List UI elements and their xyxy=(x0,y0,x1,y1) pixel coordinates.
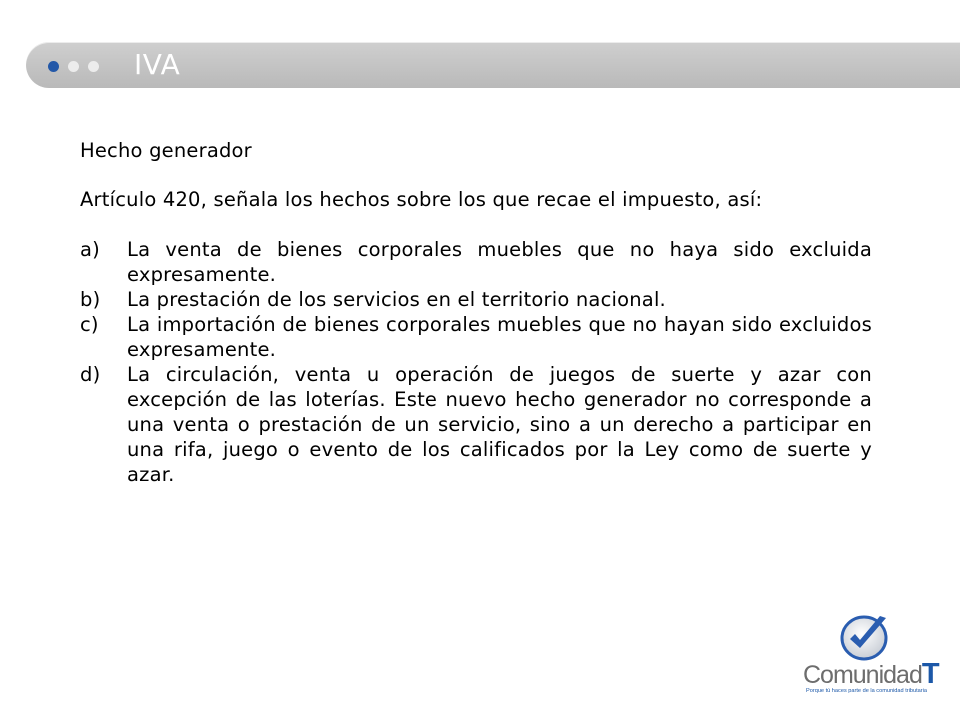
section-heading: Hecho generador xyxy=(80,139,252,162)
list-item xyxy=(80,362,872,487)
logo-wordmark xyxy=(803,658,939,691)
list-marker: b) xyxy=(80,288,101,311)
intro-paragraph: Artículo 420, señala los hechos sobre los que recae el impuesto, así: xyxy=(80,188,763,211)
list-item-text: La venta de bienes corporales muebles que no haya sido excluida expresamente. xyxy=(127,238,872,286)
comunidadt-logo xyxy=(800,612,940,702)
slide-title: IVA xyxy=(134,48,181,81)
dot-icon xyxy=(48,61,59,72)
list-item xyxy=(80,287,872,312)
title-bar xyxy=(26,42,960,88)
checkmark-circle-icon xyxy=(800,612,940,662)
list-item xyxy=(80,237,872,287)
logo-tagline: Porque tú haces parte de la comunidad tributaria xyxy=(806,688,927,694)
list-marker: d) xyxy=(80,363,101,386)
list-item xyxy=(80,312,872,362)
list-item-text: La importación de bienes corporales muebles que no hayan sido excluidos expresamente. xyxy=(127,313,872,361)
dot-icon xyxy=(88,61,99,72)
list-item-text: La circulación, venta u operación de juegos de suerte y azar con excepción de las loterías. Este nuevo hecho generador no corresponde a una venta o prestación de un servicio, sino a un derecho a participar en una rifa, juego o evento de los calificados por la Ley como de suerte y azar. xyxy=(127,363,872,486)
list-marker: c) xyxy=(80,313,99,336)
logo-name-accent: T xyxy=(921,658,939,690)
dot-icon xyxy=(68,61,79,72)
logo-name: Comunidad xyxy=(803,661,922,689)
list-marker: a) xyxy=(80,238,100,261)
list-item-text: La prestación de los servicios en el territorio nacional. xyxy=(127,288,666,311)
slide-content xyxy=(80,138,872,487)
item-list xyxy=(80,237,872,487)
